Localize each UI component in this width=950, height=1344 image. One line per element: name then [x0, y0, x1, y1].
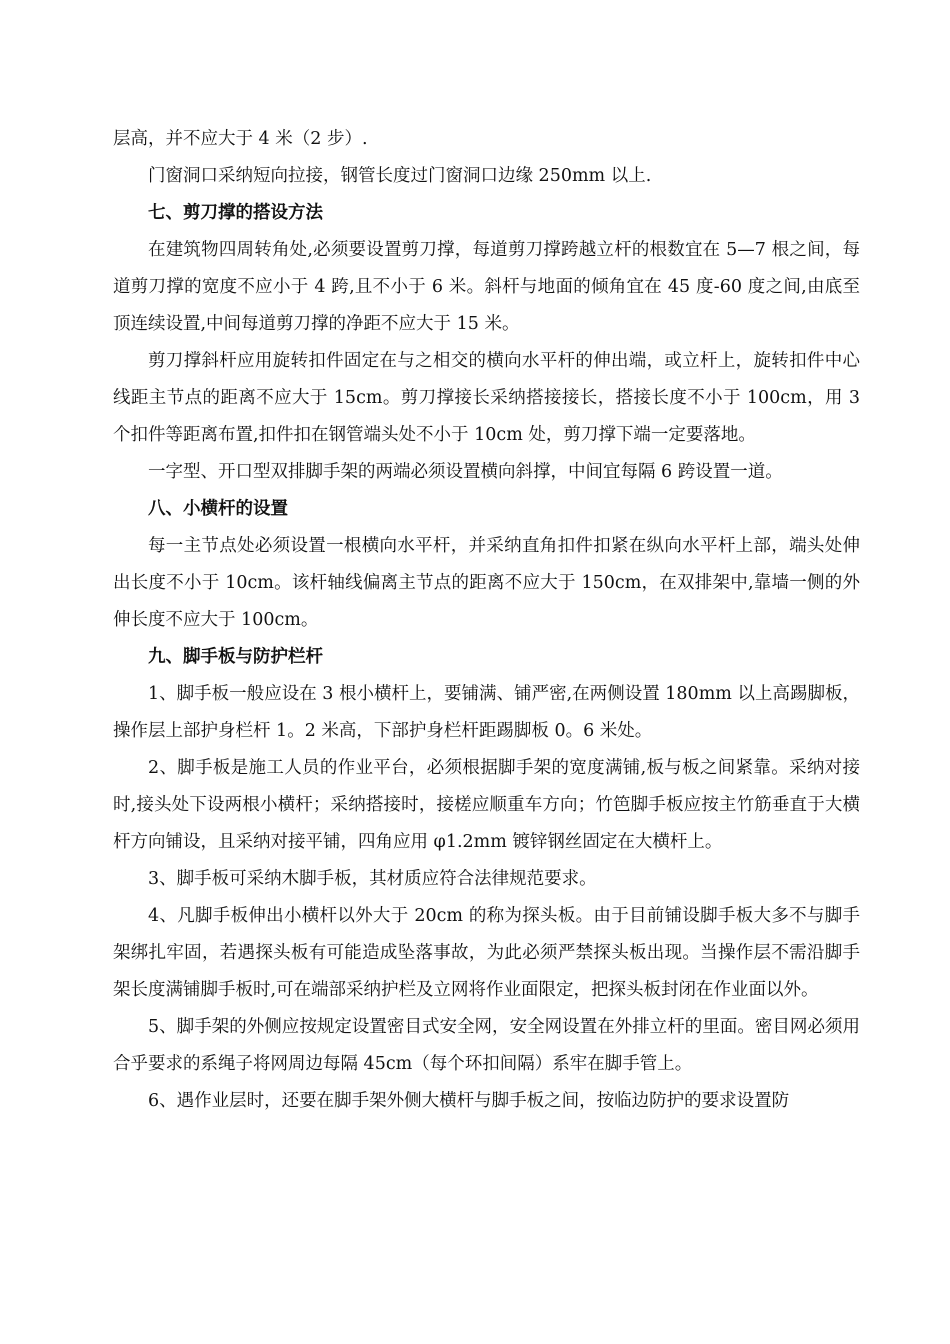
paragraph: 在建筑物四周转角处,必须要设置剪刀撑，每道剪刀撑跨越立杆的根数宜在 5—7 根之间，每道剪刀撑的宽度不应小于 4 跨,且不小于 6 米。斜杆与地面的倾角宜在 45 度-60 度之间,由底至顶连续设置,中间每道剪刀撑的净距不应大于 15 米。: [113, 240, 860, 334]
paragraph: 门窗洞口采纳短向拉接，钢管长度过门窗洞口边缘 250mm 以上.: [148, 166, 652, 186]
section-heading-9: 九、脚手板与防护栏杆: [148, 647, 323, 667]
paragraph: 一字型、开口型双排脚手架的两端必须设置横向斜撑，中间宜每隔 6 跨设置一道。: [148, 462, 783, 482]
list-item-4: 4、凡脚手板伸出小横杆以外大于 20cm 的称为探头板。由于目前铺设脚手板大多不与脚手架绑扎牢固，若遇探头板有可能造成坠落事故，为此必须严禁探头板出现。当操作层不需沿脚手架长度满铺脚手板时,可在端部采纳护栏及立网将作业面限定，把探头板封闭在作业面以外。: [113, 906, 860, 1000]
section-heading-7: 七、剪刀撑的搭设方法: [148, 203, 323, 223]
list-item-1: 1、脚手板一般应设在 3 根小横杆上，要铺满、铺严密,在两侧设置 180mm 以上高踢脚板，操作层上部护身栏杆 1。2 米高，下部护身栏杆距踢脚板 0。6 米处。: [113, 684, 860, 741]
section-heading-8: 八、小横杆的设置: [148, 499, 288, 519]
list-item-2: 2、脚手板是施工人员的作业平台，必须根据脚手架的宽度满铺,板与板之间紧靠。采纳对接时,接头处下设两根小横杆；采纳搭接时，接槎应顺重车方向；竹笆脚手板应按主竹筋垂直于大横杆方向铺设，且采纳对接平铺，四角应用 φ1.2mm 镀锌钢丝固定在大横杆上。: [113, 758, 860, 852]
paragraph: 剪刀撑斜杆应用旋转扣件固定在与之相交的横向水平杆的伸出端，或立杆上，旋转扣件中心线距主节点的距离不应大于 15cm。剪刀撑接长采纳搭接接长，搭接长度不小于 100cm，用 3 个扣件等距离布置,扣件扣在钢管端头处不小于 10cm 处，剪刀撑下端一定要落地。: [113, 351, 860, 445]
list-item-6: 6、遇作业层时，还要在脚手架外侧大横杆与脚手板之间，按临边防护的要求设置防: [148, 1091, 790, 1111]
paragraph-continuation: 层高，并不应大于 4 米（2 步）.: [113, 129, 368, 149]
list-item-5: 5、脚手架的外侧应按规定设置密目式安全网，安全网设置在外排立杆的里面。密目网必须用合乎要求的系绳子将网周边每隔 45cm（每个环扣间隔）系牢在脚手管上。: [113, 1017, 860, 1074]
document-page: [113, 121, 860, 1120]
paragraph: 每一主节点处必须设置一根横向水平杆，并采纳直角扣件扣紧在纵向水平杆上部，端头处伸出长度不小于 10cm。该杆轴线偏离主节点的距离不应大于 150cm，在双排架中,靠墙一侧的外伸长度不应大于 100cm。: [113, 536, 860, 630]
list-item-3: 3、脚手板可采纳木脚手板，其材质应符合法律规范要求。: [148, 869, 597, 889]
